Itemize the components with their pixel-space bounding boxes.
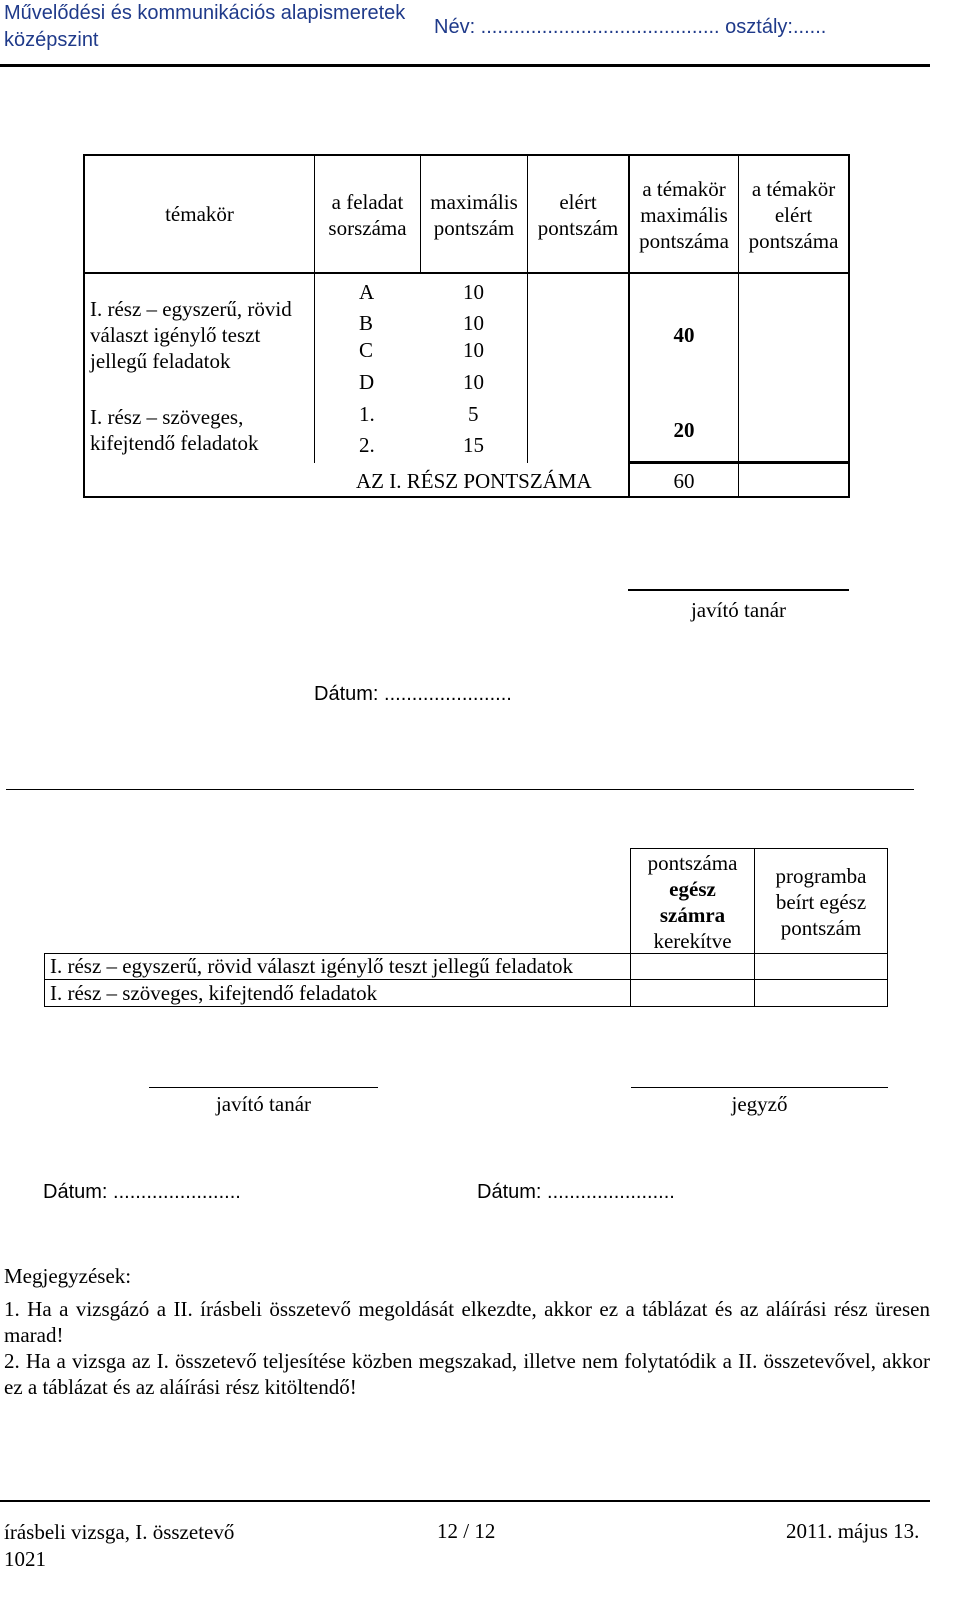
t2-header-rounded-l1: pontszáma (647, 851, 738, 875)
sign2-notary-label: jegyző (731, 1092, 788, 1116)
t2-border-bottom (44, 1006, 888, 1007)
t1-topic2-l1: I. rész – szöveges, (90, 405, 244, 429)
t1-header-elert (528, 189, 628, 241)
t1-total-label: AZ I. RÉSZ PONTSZÁMA (356, 469, 592, 493)
t1-total-value: 60 (673, 469, 695, 493)
t1-header-tem-elert-l1: a témakör (751, 177, 836, 201)
t1-task-c: C (359, 338, 374, 362)
t1-topic1-l2: választ igénylő teszt (90, 323, 261, 347)
t1-border-total-top (628, 461, 850, 464)
t1-header-max-l2: pontszám (433, 216, 515, 240)
t2-row1-label: I. rész – egyszerű, rövid választ igénylő teszt jellegű feladatok (50, 954, 574, 978)
t2-header-program-l3: pontszám (780, 916, 862, 940)
t1-topic2-max: 20 (673, 418, 695, 442)
t1-header-sorszam-l2: sorszáma (328, 216, 407, 240)
t1-task-2: 2. (359, 433, 375, 457)
header-subject (4, 0, 405, 54)
t2-border-right (887, 848, 888, 1007)
t1-header-tem-elert-l2: elért (774, 203, 813, 227)
t1-header-elert-l1: elért (559, 190, 597, 214)
t2-border-left (44, 953, 45, 1007)
sign2-date-right: Dátum: ....................... (477, 1181, 675, 1203)
t2-border-top-right (630, 848, 888, 849)
t1-border-bottom (83, 496, 850, 498)
footer-page: 12 / 12 (437, 1519, 496, 1543)
sign2-teacher-line (149, 1087, 378, 1088)
t1-header-temakor: témakör (165, 202, 234, 226)
footer-left (4, 1519, 234, 1573)
t1-header-tem-elert-l3: pontszáma (748, 229, 839, 253)
section-divider (6, 789, 914, 790)
t2-header-rounded (631, 850, 754, 954)
footer-rule (0, 1500, 930, 1502)
t1-header-tem-max (630, 176, 738, 254)
t1-topic1-max: 40 (673, 323, 695, 347)
notes-title: Megjegyzések: (4, 1264, 132, 1288)
t1-header-tem-max-l1: a témakör (642, 177, 726, 201)
sign2-notary-line (631, 1087, 888, 1088)
t1-max-c: 10 (463, 338, 484, 362)
t1-header-max-l1: maximális (430, 190, 518, 214)
t2-header-program-l2: beírt egész (775, 890, 867, 914)
t1-max-2: 15 (463, 433, 484, 457)
t2-header-program (755, 863, 887, 941)
t2-header-rounded-l4: kerekítve (653, 929, 732, 953)
t1-topic2-l2: kifejtendő feladatok (90, 431, 259, 455)
t1-header-tem-elert (739, 176, 848, 254)
t1-topic2 (90, 404, 312, 456)
footer-exam: írásbeli vizsga, I. összetevő (4, 1520, 235, 1544)
t1-header-elert-l2: pontszám (537, 216, 619, 240)
t2-header-program-l1: programba (775, 864, 867, 888)
t1-topic1-l3: jellegű feladatok (90, 349, 231, 373)
t1-header-tem-max-l3: pontszáma (639, 229, 729, 253)
t2-row2-label: I. rész – szöveges, kifejtendő feladatok (50, 981, 378, 1005)
notes-item-2: 2. Ha a vizsga az I. összetevő teljesítése közben megszakad, illetve nem folytatódik a II. összetevővel, akkor ez a táblázat és az aláírási rész kitöltendő! (4, 1349, 930, 1399)
t1-max-d: 10 (463, 370, 484, 394)
t2-header-rounded-l2: egész (669, 877, 716, 901)
t1-max-b: 10 (463, 311, 484, 335)
t1-task-1: 1. (359, 402, 375, 426)
t1-header-sorszam (315, 189, 420, 241)
sign2-date-left: Dátum: ....................... (43, 1181, 241, 1203)
notes (4, 1263, 930, 1400)
footer-code: 1021 (4, 1547, 46, 1571)
footer-date: 2011. május 13. (786, 1519, 920, 1543)
t1-border-top (83, 154, 850, 156)
header-subject-line1: Művelődési és kommunikációs alapismeretek (4, 2, 406, 24)
t1-max-a: 10 (463, 280, 484, 304)
sign1-date: Dátum: ....................... (314, 683, 512, 705)
t2-border-mid (44, 979, 888, 980)
t1-header-tem-max-l2: maximális (640, 203, 728, 227)
sign1-line (628, 589, 849, 591)
t1-task-d: D (359, 370, 375, 394)
header-subject-line2: középszint (4, 29, 99, 51)
sign1-label: javító tanár (690, 598, 787, 622)
t1-topic1 (90, 296, 312, 374)
t1-task-a: A (359, 280, 375, 304)
t1-header-max (421, 189, 527, 241)
notes-item-1: 1. Ha a vizsgázó a II. írásbeli összetevő megoldását elkezdte, akkor ez a táblázat és az aláírási rész üresen marad! (4, 1297, 930, 1347)
t1-header-sorszam-l1: a feladat (331, 190, 404, 214)
t1-topic1-l1: I. rész – egyszerű, rövid (90, 297, 292, 321)
t1-border-header (83, 272, 850, 274)
header-name-field: Név: ........................................... osztály:...... (434, 16, 827, 38)
t1-max-1: 5 (468, 402, 479, 426)
sign2-teacher-label: javító tanár (215, 1092, 312, 1116)
t2-header-rounded-l3: számra (659, 903, 726, 927)
t1-border-right (848, 154, 850, 498)
t1-task-b: B (359, 311, 374, 335)
header-rule (0, 64, 930, 67)
